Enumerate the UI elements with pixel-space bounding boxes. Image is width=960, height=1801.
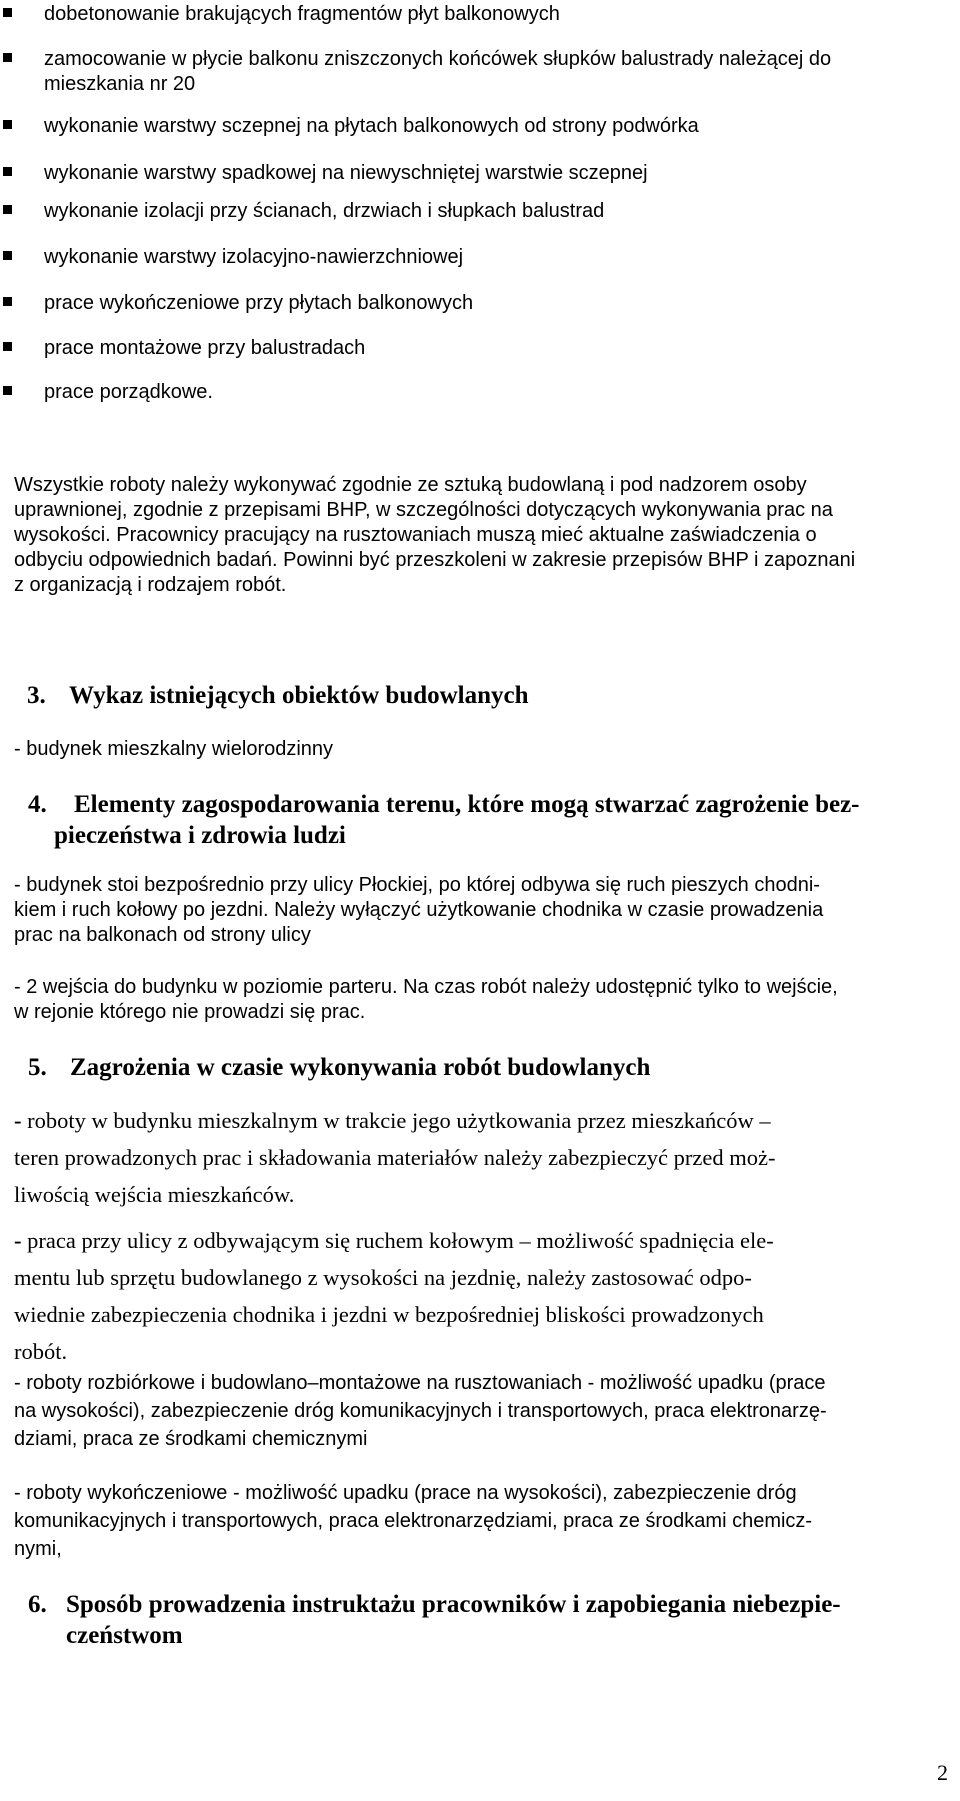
list-item-text: prace montażowe przy balustradach [44, 337, 366, 359]
section-title: Zagrożenia w czasie wykonywania robót budowlanych [70, 1054, 651, 1081]
square-bullet-icon [3, 8, 12, 17]
paragraph-line: uprawnionej, zgodnie z przepisami BHP, w szczególności dotyczących wykonywania prac na [14, 499, 833, 521]
section-4-heading [28, 789, 860, 851]
list-item-text: wykonanie warstwy spadkowej na niewyschniętej warstwie sczepnej [44, 162, 648, 184]
paragraph-line: liwością wejścia mieszkańców. [14, 1182, 295, 1207]
paragraph-line: - 2 wejścia do budynku w poziomie parteru. Na czas robót należy udostępnić tylko to wejście, [14, 976, 838, 998]
paragraph-line: teren prowadzonych prac i składowania materiałów należy zabezpieczyć przed moż- [14, 1145, 776, 1170]
section-number: 4. [28, 791, 47, 818]
dash-marker: - [14, 1228, 22, 1253]
paragraph-line: mentu lub sprzętu budowlanego z wysokości na jezdnię, należy zastosować odpo- [14, 1265, 752, 1290]
paragraph-line: - budynek mieszkalny wielorodzinny [14, 738, 334, 760]
section-4-item [14, 873, 954, 948]
list-item-text: zamocowanie w płycie balkonu zniszczonych końcówek słupków balustrady należącej do [44, 48, 832, 70]
section-6-heading [28, 1589, 841, 1651]
paragraph-line: Wszystkie roboty należy wykonywać zgodnie ze sztuką budowlaną i pod nadzorem osoby [14, 474, 807, 496]
section-title-line: Elementy zagospodarowania terenu, które mogą stwarzać zagrożenie bez- [74, 791, 860, 818]
paragraph-line: w rejonie którego nie prowadzi się prac. [14, 1001, 366, 1023]
paragraph-line: roboty w budynku mieszkalnym w trakcie jego użytkowania przez mieszkańców – [21, 1108, 771, 1133]
section-number: 5. [28, 1054, 47, 1081]
paragraph-line: prac na balkonach od strony ulicy [14, 924, 311, 946]
paragraph-line: nymi, [14, 1538, 62, 1560]
section-number: 6. [28, 1591, 47, 1618]
section-title: Wykaz istniejących obiektów budowlanych [69, 682, 529, 709]
square-bullet-icon [3, 167, 12, 176]
paragraph-line: - budynek stoi bezpośrednio przy ulicy Płockiej, po której odbywa się ruch pieszych chodni- [14, 874, 820, 896]
square-bullet-icon [3, 297, 12, 306]
section-4-item [14, 975, 954, 1025]
paragraph-line: dziami, praca ze środkami chemicznymi [14, 1428, 368, 1450]
section-5-heading [28, 1052, 650, 1083]
list-item-text: dobetonowanie brakujących fragmentów płyt balkonowych [44, 3, 560, 25]
section-title-line: czeństwom [66, 1622, 183, 1649]
square-bullet-icon [3, 342, 12, 351]
section-title-line: pieczeństwa i zdrowia ludzi [54, 822, 346, 849]
paragraph-line: robót. [14, 1339, 68, 1364]
list-item-text: wykonanie warstwy sczepnej na płytach balkonowych od strony podwórka [44, 115, 699, 137]
paragraph-line: komunikacyjnych i transportowych, praca elektronarzędziami, praca ze środkami chemicz- [14, 1510, 813, 1532]
hazard-item [14, 1222, 954, 1370]
list-item-text: prace porządkowe. [44, 381, 213, 403]
hazard-item [14, 1102, 954, 1213]
section-number: 3. [27, 682, 46, 709]
hazard-item [14, 1481, 954, 1565]
list-item-text: prace wykończeniowe przy płytach balkonowych [44, 292, 474, 314]
paragraph-line: praca przy ulicy z odbywającym się ruchem kołowym – możliwość spadnięcia ele- [21, 1228, 774, 1253]
list-item-text: mieszkania nr 20 [44, 73, 196, 95]
section-title-line: Sposób prowadzenia instruktażu pracowników i zapobiegania niebezpie- [66, 1591, 841, 1618]
paragraph-line: na wysokości), zabezpieczenie dróg komunikacyjnych i transportowych, praca elektronarzę- [14, 1400, 827, 1422]
page-number: 2 [937, 1760, 948, 1785]
list-item-text: wykonanie warstwy izolacyjno-nawierzchniowej [44, 246, 464, 268]
paragraph-line: - roboty wykończeniowe - możliwość upadku (prace na wysokości), zabezpieczenie dróg [14, 1482, 797, 1504]
square-bullet-icon [3, 120, 12, 129]
square-bullet-icon [3, 205, 12, 214]
hazard-item [14, 1371, 954, 1455]
paragraph-line: - roboty rozbiórkowe i budowlano–montażowe na rusztowaniach - możliwość upadku (prace [14, 1372, 826, 1394]
paragraph-line: wiednie zabezpieczenia chodnika i jezdni w bezpośredniej bliskości prowadzonych [14, 1302, 764, 1327]
paragraph-line: kiem i ruch kołowy po jezdni. Należy wyłączyć użytkowanie chodnika w czasie prowadzenia [14, 899, 824, 921]
paragraph-line: z organizacją i rodzajem robót. [14, 574, 287, 596]
paragraph-line: odbyciu odpowiednich badań. Powinni być przeszkoleni w zakresie przepisów BHP i zapoznani [14, 549, 856, 571]
square-bullet-icon [3, 251, 12, 260]
list-item-text: wykonanie izolacji przy ścianach, drzwiach i słupkach balustrad [44, 200, 605, 222]
paragraph-line: wysokości. Pracownicy pracujący na rusztowaniach muszą mieć aktualne zaświadczenia o [14, 524, 817, 546]
square-bullet-icon [3, 386, 12, 395]
square-bullet-icon [3, 53, 12, 62]
section-3-item [14, 737, 954, 762]
intro-paragraph [14, 473, 954, 598]
section-3-heading [27, 680, 529, 711]
dash-marker: - [14, 1108, 22, 1133]
